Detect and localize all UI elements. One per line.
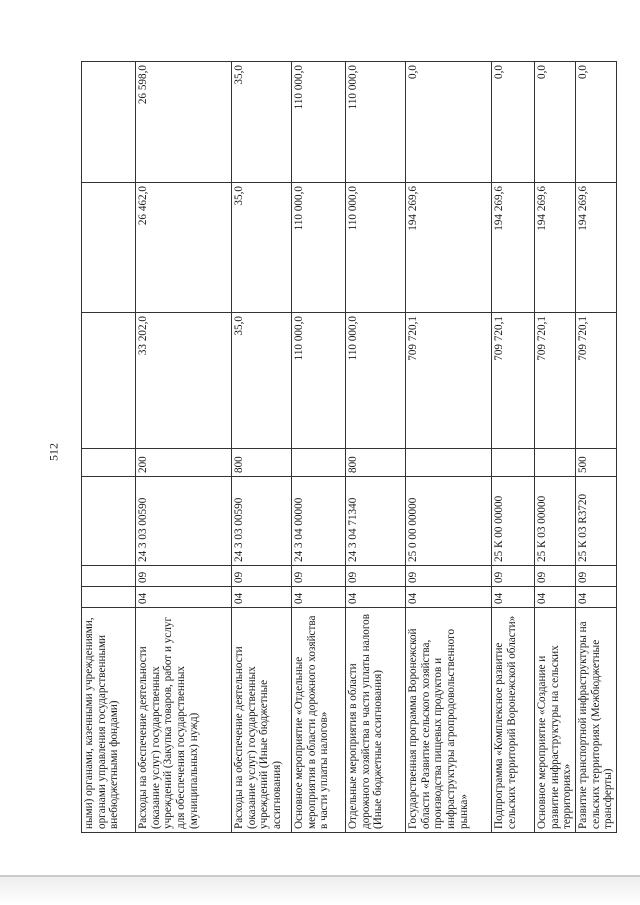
- amount-year-1-cell: 709 720,1: [575, 313, 616, 449]
- rotated-table-inner: [81, 62, 615, 833]
- subsection-code-cell: 09: [575, 566, 616, 587]
- subsection-code-cell: 09: [346, 566, 406, 587]
- rotated-table-container: [81, 62, 615, 833]
- amount-year-3-cell: [82, 62, 136, 183]
- expense-type-cell: [292, 449, 346, 477]
- row-name-cell: Государственная программа Воронежской области «Развитие сельского хозяйства, производства пищевых продуктов и инфраструктуры агропродовольственного рынка»: [406, 608, 492, 833]
- row-name-cell: Расходы на обеспечение деятельности (оказание услуг) государственных учреждений (Иные бюджетные ассигнования): [232, 608, 292, 833]
- target-article-cell: 25 К 03 R3720: [575, 477, 616, 566]
- scan-shadow: [0, 877, 640, 905]
- amount-year-1-cell: 709 720,1: [492, 313, 535, 449]
- target-article-cell: [82, 477, 136, 566]
- table-row: [406, 62, 492, 833]
- subsection-code-cell: [82, 566, 136, 587]
- expense-type-cell: [492, 449, 535, 477]
- section-code-cell: 04: [406, 587, 492, 608]
- amount-year-3-cell: 26 598,0: [136, 62, 232, 183]
- section-code-cell: [82, 587, 136, 608]
- section-code-cell: 04: [492, 587, 535, 608]
- row-name-cell: Подпрограмма «Комплексное развитие сельских территорий Воронежской области»: [492, 608, 535, 833]
- section-code-cell: 04: [346, 587, 406, 608]
- amount-year-3-cell: 0,0: [406, 62, 492, 183]
- expense-type-cell: [535, 449, 576, 477]
- section-code-cell: 04: [575, 587, 616, 608]
- subsection-code-cell: 09: [492, 566, 535, 587]
- row-name-cell: Расходы на обеспечение деятельности (оказание услуг) государственных учреждений (Закупка товаров, работ и услуг для обеспечения государственных (муниципальных) нужд): [136, 608, 232, 833]
- subsection-code-cell: 09: [406, 566, 492, 587]
- table-row: [136, 62, 232, 833]
- amount-year-2-cell: 35,0: [232, 183, 292, 313]
- amount-year-1-cell: [82, 313, 136, 449]
- subsection-code-cell: 09: [232, 566, 292, 587]
- target-article-cell: 24 3 03 00590: [136, 477, 232, 566]
- expense-type-cell: [82, 449, 136, 477]
- amount-year-2-cell: 110 000,0: [346, 183, 406, 313]
- target-article-cell: 24 3 03 00590: [232, 477, 292, 566]
- amount-year-2-cell: 194 269,6: [406, 183, 492, 313]
- row-name-cell: Основное мероприятие «Отдельные мероприятия в области дорожного хозяйства в части уплаты налогов»: [292, 608, 346, 833]
- amount-year-3-cell: 35,0: [232, 62, 292, 183]
- table-row: [292, 62, 346, 833]
- table-row: [575, 62, 616, 833]
- subsection-code-cell: 09: [535, 566, 576, 587]
- row-name-cell: ными) органами, казенными учреждениями, органами управления государственными внебюджетными фондами): [82, 608, 136, 833]
- expense-type-cell: [406, 449, 492, 477]
- row-name-cell: Основное мероприятие «Создание и развитие инфраструктуры на сельских территориях»: [535, 608, 576, 833]
- section-code-cell: 04: [292, 587, 346, 608]
- amount-year-2-cell: [82, 183, 136, 313]
- amount-year-1-cell: 110 000,0: [346, 313, 406, 449]
- amount-year-2-cell: 110 000,0: [292, 183, 346, 313]
- amount-year-1-cell: 35,0: [232, 313, 292, 449]
- subsection-code-cell: 09: [292, 566, 346, 587]
- target-article-cell: 25 К 03 00000: [535, 477, 576, 566]
- table-row: [535, 62, 576, 833]
- amount-year-3-cell: 0,0: [492, 62, 535, 183]
- section-code-cell: 04: [136, 587, 232, 608]
- subsection-code-cell: 09: [136, 566, 232, 587]
- target-article-cell: 24 3 04 00000: [292, 477, 346, 566]
- row-name-cell: Отдельные мероприятия в области дорожного хозяйства в части уплаты налогов (Иные бюджетные ассигнования): [346, 608, 406, 833]
- target-article-cell: 25 К 00 00000: [492, 477, 535, 566]
- table-row: [232, 62, 292, 833]
- budget-table: [81, 61, 617, 833]
- expense-type-cell: 200: [136, 449, 232, 477]
- expense-type-cell: 800: [346, 449, 406, 477]
- row-name-cell: Развитие транспортной инфраструктуры на сельских территориях (Межбюджетные трансферты): [575, 608, 616, 833]
- amount-year-1-cell: 33 202,0: [136, 313, 232, 449]
- page-number: 512: [46, 443, 61, 461]
- expense-type-cell: 800: [232, 449, 292, 477]
- section-code-cell: 04: [232, 587, 292, 608]
- amount-year-1-cell: 709 720,1: [406, 313, 492, 449]
- amount-year-2-cell: 26 462,0: [136, 183, 232, 313]
- table-row: [82, 62, 136, 833]
- amount-year-1-cell: 709 720,1: [535, 313, 576, 449]
- amount-year-3-cell: 110 000,0: [346, 62, 406, 183]
- budget-table-body: [82, 62, 617, 833]
- amount-year-3-cell: 0,0: [535, 62, 576, 183]
- target-article-cell: 25 0 00 00000: [406, 477, 492, 566]
- amount-year-2-cell: 194 269,6: [492, 183, 535, 313]
- expense-type-cell: 500: [575, 449, 616, 477]
- amount-year-2-cell: 194 269,6: [575, 183, 616, 313]
- target-article-cell: 24 3 04 71340: [346, 477, 406, 566]
- amount-year-1-cell: 110 000,0: [292, 313, 346, 449]
- amount-year-2-cell: 194 269,6: [535, 183, 576, 313]
- table-row: [492, 62, 535, 833]
- amount-year-3-cell: 110 000,0: [292, 62, 346, 183]
- table-row: [346, 62, 406, 833]
- amount-year-3-cell: 0,0: [575, 62, 616, 183]
- section-code-cell: 04: [535, 587, 576, 608]
